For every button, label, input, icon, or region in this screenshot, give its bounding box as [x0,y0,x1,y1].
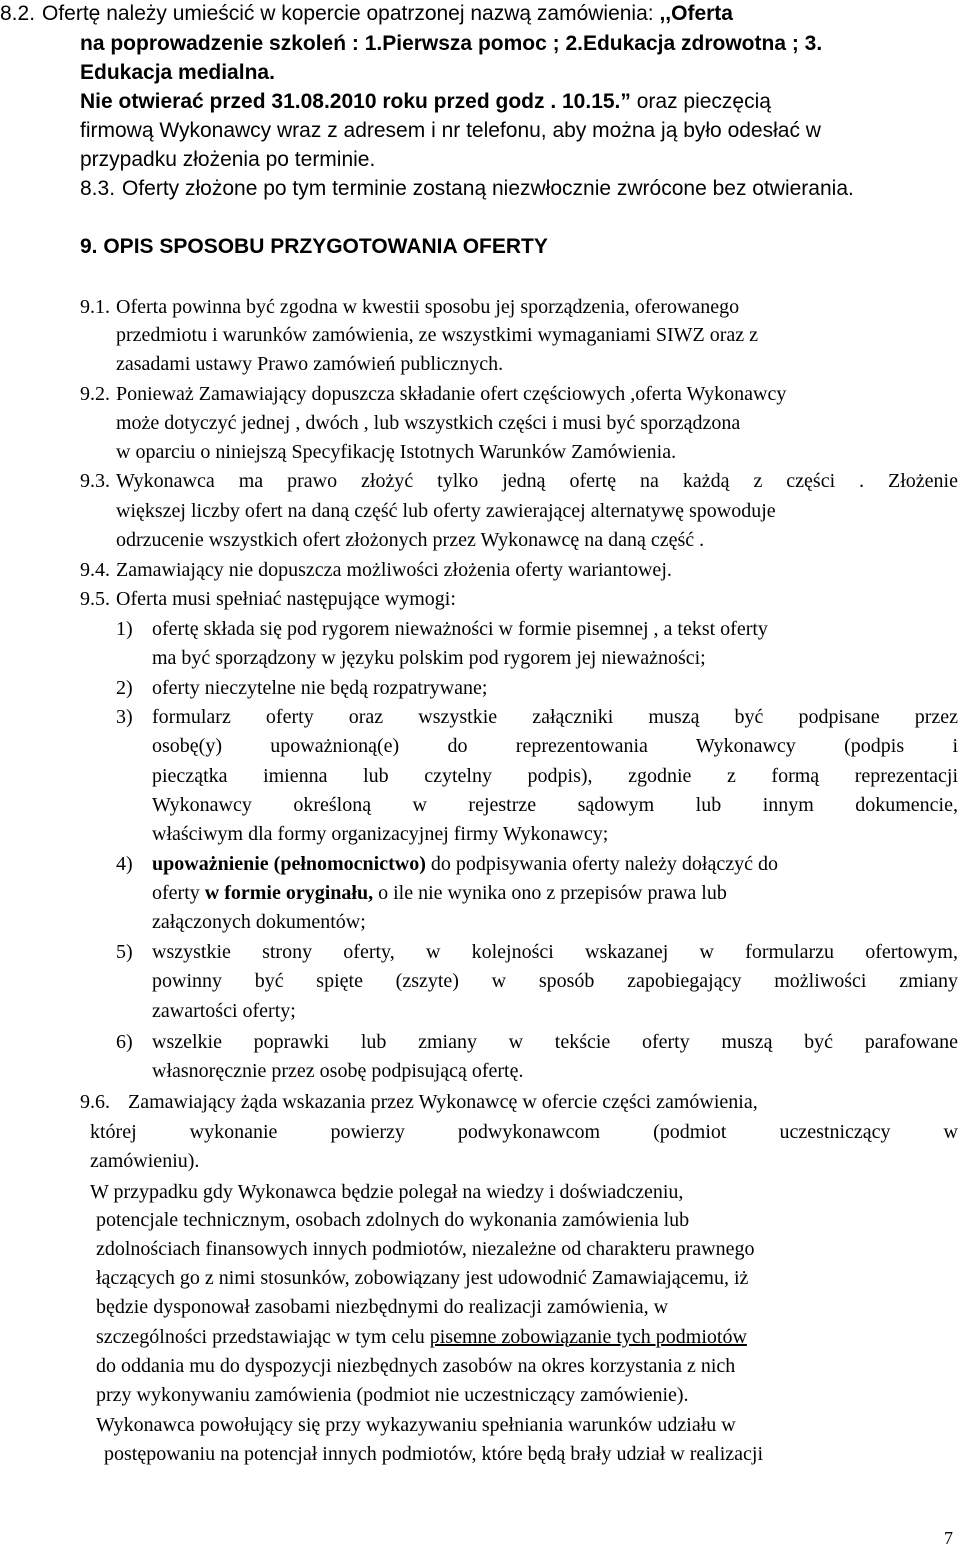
text-line: Ponieważ Zamawiający dopuszcza składanie ofert częściowych ,oferta Wykonawcy [116,383,787,405]
para-number: 9.4. [80,559,110,581]
text-line: której wykonanie powierzy podwykonawcom (podmiot uczestniczący w [90,1121,958,1143]
text: Ofertę należy umieścić w kopercie opatrzonej nazwą zamówienia: [42,2,654,25]
text-line: Zamawiający nie dopuszcza możliwości złożenia oferty wariantowej. [116,559,672,581]
text-line: zamówieniu). [90,1150,200,1172]
text-line: załączonych dokumentów; [152,911,366,933]
text-line: wszelkie poprawki lub zmiany w tekście oferty muszą być parafowane [152,1031,958,1053]
text: do podpisywania oferty należy dołączyć do [425,853,778,875]
text-line: będzie dysponował zasobami niezbędnymi do realizacji zamówienia, w [96,1296,669,1318]
text-line: W przypadku gdy Wykonawca będzie polegał na wiedzy i doświadczeniu, [90,1181,684,1203]
text-line: większej liczby ofert na daną część lub oferty zawierającej alternatywę spowoduje [116,500,776,522]
text-line: potencjale technicznym, osobach zdolnych do wykonania zamówienia lub [96,1209,690,1231]
text-line: Zamawiający żąda wskazania przez Wykonawcę w ofercie części zamówienia, [128,1091,758,1113]
para-number: 9.5. [80,588,110,610]
text-line: właściwym dla formy organizacyjnej firmy Wykonawcy; [152,823,609,845]
text-line: Wykonawca ma prawo złożyć tylko jedną ofertę na każdą z części . Złożenie [116,470,958,492]
text-line: zasadami ustawy Prawo zamówień publicznych. [116,353,504,375]
text-line: postępowaniu na potencjał innych podmiotów, które będą brały udział w realizacji [104,1443,764,1465]
text: oferty [152,882,205,904]
underlined-text: pisemne zobowiązanie tych podmiotów [429,1326,747,1348]
list-marker: 2) [116,677,133,699]
text-line: ma być sporządzony w języku polskim pod rygorem jej nieważności; [152,647,706,669]
text-line: Oferty złożone po tym terminie zostaną niezwłocznie zwrócone bez otwierania. [122,177,854,200]
text-line: firmową Wykonawcy wraz z adresem i nr telefonu, aby można ją było odesłać w [80,119,821,142]
text-line: Wykonawcy określoną w rejestrze sądowym lub innym dokumencie, [152,794,958,816]
text-line: na poprowadzenie szkoleń : 1.Pierwsza pomoc ; 2.Edukacja zdrowotna ; 3. [80,32,823,55]
text-line: formularz oferty oraz wszystkie załączniki muszą być podpisane przez [152,706,958,728]
list-marker: 3) [116,706,133,728]
text-line: wszystkie strony oferty, w kolejności wskazanej w formularzu ofertowym, [152,941,958,963]
para-number: 8.2. [0,2,36,25]
list-marker: 5) [116,941,133,963]
list-marker: 6) [116,1031,133,1053]
bold-text: ,,Oferta [653,2,733,25]
text-line: Edukacja medialna. [80,61,275,84]
section-heading: 9. OPIS SPOSOBU PRZYGOTOWANIA OFERTY [80,235,548,258]
text: oraz pieczęcią [630,90,771,113]
text-line: przypadku złożenia po terminie. [80,148,376,171]
text-line: do oddania mu do dyspozycji niezbędnych zasobów na okres korzystania z nich [96,1355,736,1377]
text-line: Oferta musi spełniać następujące wymogi: [116,588,456,610]
text-line: osobę(y) upoważnioną(e) do reprezentowania Wykonawcy (podpis i [152,735,958,757]
text-line: w oparciu o niniejszą Specyfikację Istotnych Warunków Zamówienia. [116,441,677,463]
para-number: 9.3. [80,470,110,492]
text: szczególności przedstawiając w tym celu [96,1326,430,1348]
bold-text: upoważnienie (pełnomocnictwo) [152,853,426,875]
text-line: oferty nieczytelne nie będą rozpatrywane; [152,677,488,699]
text-line: zdolnościach finansowych innych podmiotów, niezależne od charakteru prawnego [96,1238,755,1260]
text-line: zawartości oferty; [152,1000,296,1022]
text-line: przy wykonywaniu zamówienia (podmiot nie uczestniczący zamówienie). [96,1384,689,1406]
text-line: odrzucenie wszystkich ofert złożonych przez Wykonawcę na daną część . [116,529,705,551]
text-line: Wykonawca powołujący się przy wykazywaniu spełniania warunków udziału w [96,1414,736,1436]
text-line: łączących go z nimi stosunków, zobowiązany jest udowodnić Zamawiającemu, iż [96,1267,749,1289]
text-line: może dotyczyć jednej , dwóch , lub wszystkich części i musi być sporządzona [116,412,741,434]
text-line: ofertę składa się pod rygorem nieważności w formie pisemnej , a tekst oferty [152,618,768,640]
list-marker: 4) [116,853,133,875]
text-line: pieczątka imienna lub czytelny podpis), zgodnie z formą reprezentacji [152,765,958,787]
text-line: przedmiotu i warunków zamówienia, ze wszystkimi wymaganiami SIWZ oraz z [116,324,759,346]
text-line: powinny być spięte (zszyte) w sposób zapobiegający możliwości zmiany [152,970,958,992]
text: o ile nie wynika ono z przepisów prawa lub [373,882,727,904]
text-line: własnoręcznie przez osobę podpisującą ofertę. [152,1060,524,1082]
text-line: Oferta powinna być zgodna w kwestii sposobu jej sporządzenia, oferowanego [116,296,740,318]
list-marker: 1) [116,618,133,640]
bold-text: w formie oryginału, [204,882,374,904]
para-number: 8.3. [80,177,116,200]
para-number: 9.1. [80,296,110,318]
page-number: 7 [944,1528,953,1548]
para-number: 9.2. [80,383,110,405]
para-number: 9.6. [80,1091,110,1113]
bold-text: Nie otwierać przed 31.08.2010 roku przed godz . 10.15.” [80,90,631,113]
